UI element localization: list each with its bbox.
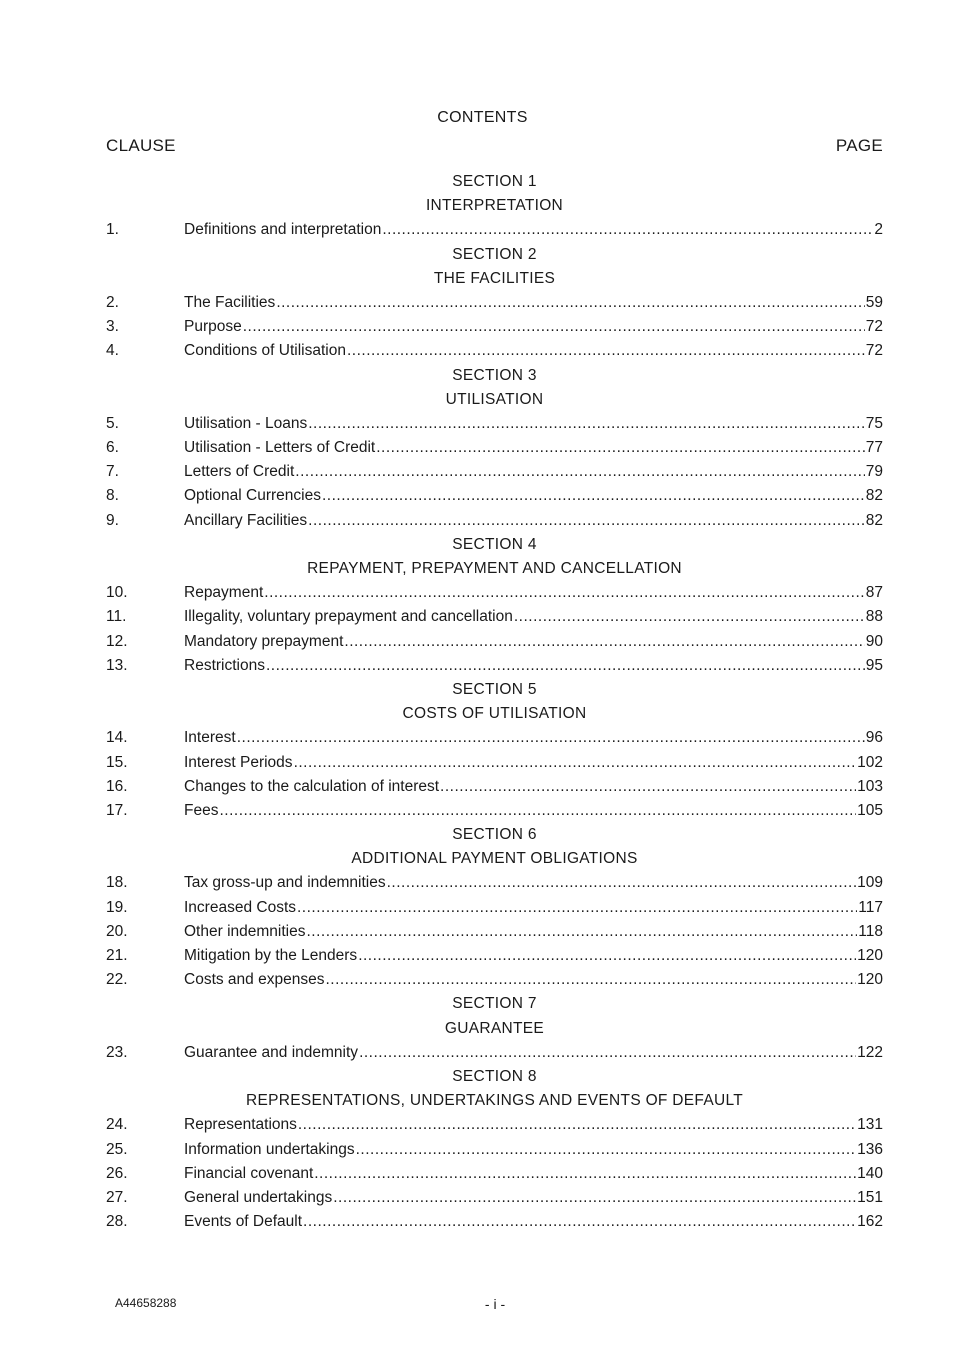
clause-page-number: 87: [865, 584, 883, 602]
dot-leader: [376, 436, 865, 460]
clause-title: The Facilities: [184, 293, 276, 311]
clause-page-number: 140: [857, 1164, 883, 1182]
clause-number: 10.: [106, 584, 128, 602]
clause-title: Increased Costs: [184, 898, 296, 916]
toc-entry[interactable]: [106, 1210, 883, 1234]
clause-number: 2.: [106, 293, 119, 311]
page-column-header: PAGE: [835, 136, 883, 155]
clause-title: Information undertakings: [184, 1140, 355, 1158]
clause-page-number: 77: [865, 439, 883, 457]
clause-number: 15.: [106, 753, 128, 771]
dot-leader: [314, 1162, 856, 1186]
dot-leader: [514, 605, 865, 629]
toc-entry[interactable]: [106, 339, 883, 363]
clause-page-number: 75: [865, 414, 883, 432]
section-label: SECTION 5: [452, 680, 537, 698]
dot-leader: [298, 1113, 856, 1137]
clause-number: 27.: [106, 1188, 128, 1206]
section-heading: GUARANTEE: [444, 1019, 545, 1037]
dot-leader: [266, 654, 865, 678]
toc-entry[interactable]: [106, 944, 883, 968]
clause-page-number: 82: [865, 487, 883, 505]
clause-page-number: 59: [865, 293, 883, 311]
toc-entry[interactable]: [106, 315, 883, 339]
clause-number: 5.: [106, 414, 119, 432]
section-label: SECTION 6: [452, 826, 537, 844]
clause-title: Guarantee and indemnity: [184, 1043, 359, 1061]
toc-entry[interactable]: [106, 1138, 883, 1162]
clause-number: 7.: [106, 463, 119, 481]
toc-entry[interactable]: [106, 1162, 883, 1186]
clause-title: Letters of Credit: [184, 463, 295, 481]
clause-column-header: CLAUSE: [106, 136, 176, 155]
toc-entry[interactable]: [106, 605, 883, 629]
clause-number: 13.: [106, 656, 128, 674]
toc-entry[interactable]: [106, 726, 883, 750]
clause-title: Conditions of Utilisation: [184, 342, 346, 360]
clause-number: 23.: [106, 1043, 128, 1061]
clause-page-number: 102: [857, 753, 883, 771]
clause-number: 22.: [106, 971, 128, 989]
toc-entry[interactable]: [106, 291, 883, 315]
clause-number: 6.: [106, 439, 119, 457]
dot-leader: [347, 339, 865, 363]
clause-title: Interest Periods: [184, 753, 293, 771]
section-heading: INTERPRETATION: [425, 197, 564, 215]
toc-entry[interactable]: [106, 1041, 883, 1065]
clause-page-number: 120: [857, 947, 883, 964]
clause-page-number: 120: [857, 971, 883, 989]
clause-page-number: 96: [865, 729, 883, 747]
clause-title: Financial covenant: [184, 1164, 314, 1182]
dot-leader: [264, 581, 864, 605]
clause-title: Restrictions: [184, 656, 265, 674]
clause-title: Events of Default: [184, 1213, 303, 1231]
section-label: SECTION 8: [452, 1067, 537, 1085]
toc-entry[interactable]: [106, 775, 883, 799]
dot-leader: [325, 968, 856, 992]
section-label: SECTION 2: [452, 245, 537, 263]
clause-number: 3.: [106, 318, 119, 336]
dot-leader: [387, 871, 857, 895]
clause-number: 26.: [106, 1164, 128, 1182]
clause-number: 16.: [106, 777, 128, 795]
clause-page-number: 82: [865, 511, 883, 529]
toc-entry[interactable]: [106, 920, 883, 944]
section-label: SECTION 4: [452, 535, 537, 553]
dot-leader: [237, 726, 865, 750]
clause-title: Interest: [184, 729, 236, 747]
clause-title: Repayment: [184, 584, 264, 602]
dot-leader: [303, 1210, 856, 1234]
table-of-contents: [106, 170, 883, 1234]
clause-page-number: 72: [865, 318, 883, 336]
clause-page-number: 162: [857, 1213, 883, 1231]
clause-number: 18.: [106, 874, 128, 892]
clause-number: 25.: [106, 1140, 128, 1158]
clause-title: Costs and expenses: [184, 971, 325, 989]
clause-page-number: 122: [857, 1043, 883, 1061]
clause-number: 11.: [106, 608, 127, 626]
clause-title: Utilisation - Letters of Credit: [184, 439, 376, 457]
section-heading: THE FACILITIES: [433, 269, 556, 287]
clause-title: Changes to the calculation of interest: [184, 777, 440, 795]
toc-entry[interactable]: [106, 896, 883, 920]
clause-page-number: 118: [858, 922, 883, 940]
clause-page-number: 109: [857, 874, 883, 892]
dot-leader: [344, 630, 864, 654]
section-heading: COSTS OF UTILISATION: [402, 705, 587, 723]
document-reference: A44658288: [115, 1296, 177, 1310]
clause-page-number: 90: [865, 632, 883, 650]
clause-page-number: 72: [865, 342, 883, 360]
toc-entry[interactable]: [106, 654, 883, 678]
clause-page-number: 117: [858, 898, 883, 916]
section-label: SECTION 3: [452, 366, 537, 384]
clause-title: Other indemnities: [184, 922, 306, 940]
dot-leader: [358, 944, 856, 968]
clause-page-number: 103: [857, 777, 883, 795]
clause-number: 14.: [106, 729, 128, 747]
toc-entry[interactable]: [106, 1186, 883, 1210]
dot-leader: [356, 1138, 857, 1162]
clause-number: 4.: [106, 342, 119, 360]
toc-entry[interactable]: [106, 1113, 883, 1137]
dot-leader: [382, 218, 873, 242]
clause-number: 9.: [106, 511, 119, 529]
dot-leader: [294, 751, 857, 775]
toc-entry[interactable]: [106, 968, 883, 992]
clause-number: 17.: [106, 801, 128, 819]
clause-title: Definitions and interpretation: [184, 221, 382, 239]
clause-number: 19.: [106, 898, 128, 916]
toc-entry[interactable]: [106, 484, 883, 508]
clause-page-number: 79: [865, 463, 883, 481]
toc-entry[interactable]: [106, 799, 883, 823]
clause-title: Mandatory prepayment: [184, 632, 344, 650]
toc-entry[interactable]: [106, 412, 883, 436]
clause-title: Illegality, voluntary prepayment and cancellation: [184, 608, 513, 626]
clause-title: Purpose: [184, 318, 242, 336]
clause-page-number: 151: [857, 1188, 883, 1206]
toc-entry[interactable]: [106, 218, 883, 242]
clause-page-number: 105: [857, 801, 883, 819]
dot-leader: [322, 484, 865, 508]
clause-title: Representations: [184, 1116, 297, 1134]
clause-number: 24.: [106, 1116, 128, 1134]
section-heading: ADDITIONAL PAYMENT OBLIGATIONS: [351, 850, 638, 868]
clause-number: 28.: [106, 1213, 128, 1231]
clause-page-number: 88: [865, 608, 883, 626]
dot-leader: [297, 896, 857, 920]
toc-entry[interactable]: [106, 460, 883, 484]
clause-title: General undertakings: [184, 1188, 333, 1206]
clause-number: 20.: [106, 922, 128, 940]
dot-leader: [219, 799, 856, 823]
dot-leader: [359, 1041, 856, 1065]
toc-entry[interactable]: [106, 581, 883, 605]
section-label: SECTION 1: [452, 173, 537, 190]
dot-leader: [243, 315, 865, 339]
clause-title: Mitigation by the Lenders: [184, 947, 358, 964]
clause-number: 1.: [106, 221, 119, 239]
contents-title: CONTENTS: [437, 109, 528, 126]
clause-page-number: 136: [857, 1140, 883, 1158]
toc-entry[interactable]: [106, 630, 883, 654]
clause-page-number: 2: [874, 221, 883, 239]
section-label: SECTION 7: [452, 995, 537, 1013]
clause-title: Optional Currencies: [184, 487, 321, 505]
section-heading: REPRESENTATIONS, UNDERTAKINGS AND EVENTS OF DEFAULT: [245, 1092, 744, 1110]
page-number: - i -: [484, 1296, 506, 1312]
dot-leader: [295, 460, 864, 484]
clause-number: 8.: [106, 487, 119, 505]
clause-title: Tax gross-up and indemnities: [184, 874, 386, 892]
clause-number: 21.: [106, 947, 128, 964]
dot-leader: [440, 775, 856, 799]
clause-number: 12.: [106, 632, 128, 650]
section-heading: UTILISATION: [445, 390, 544, 408]
dot-leader: [306, 920, 857, 944]
dot-leader: [308, 509, 865, 533]
toc-entry[interactable]: [106, 871, 883, 895]
clause-page-number: 95: [865, 656, 883, 674]
clause-title: Fees: [184, 801, 219, 819]
toc-entry[interactable]: [106, 436, 883, 460]
toc-entry[interactable]: [106, 751, 883, 775]
dot-leader: [333, 1186, 856, 1210]
clause-title: Utilisation - Loans: [184, 414, 308, 432]
toc-entry[interactable]: [106, 509, 883, 533]
clause-page-number: 131: [857, 1116, 883, 1134]
section-heading: REPAYMENT, PREPAYMENT AND CANCELLATION: [307, 560, 682, 577]
dot-leader: [308, 412, 865, 436]
dot-leader: [276, 291, 864, 315]
clause-title: Ancillary Facilities: [184, 511, 308, 529]
